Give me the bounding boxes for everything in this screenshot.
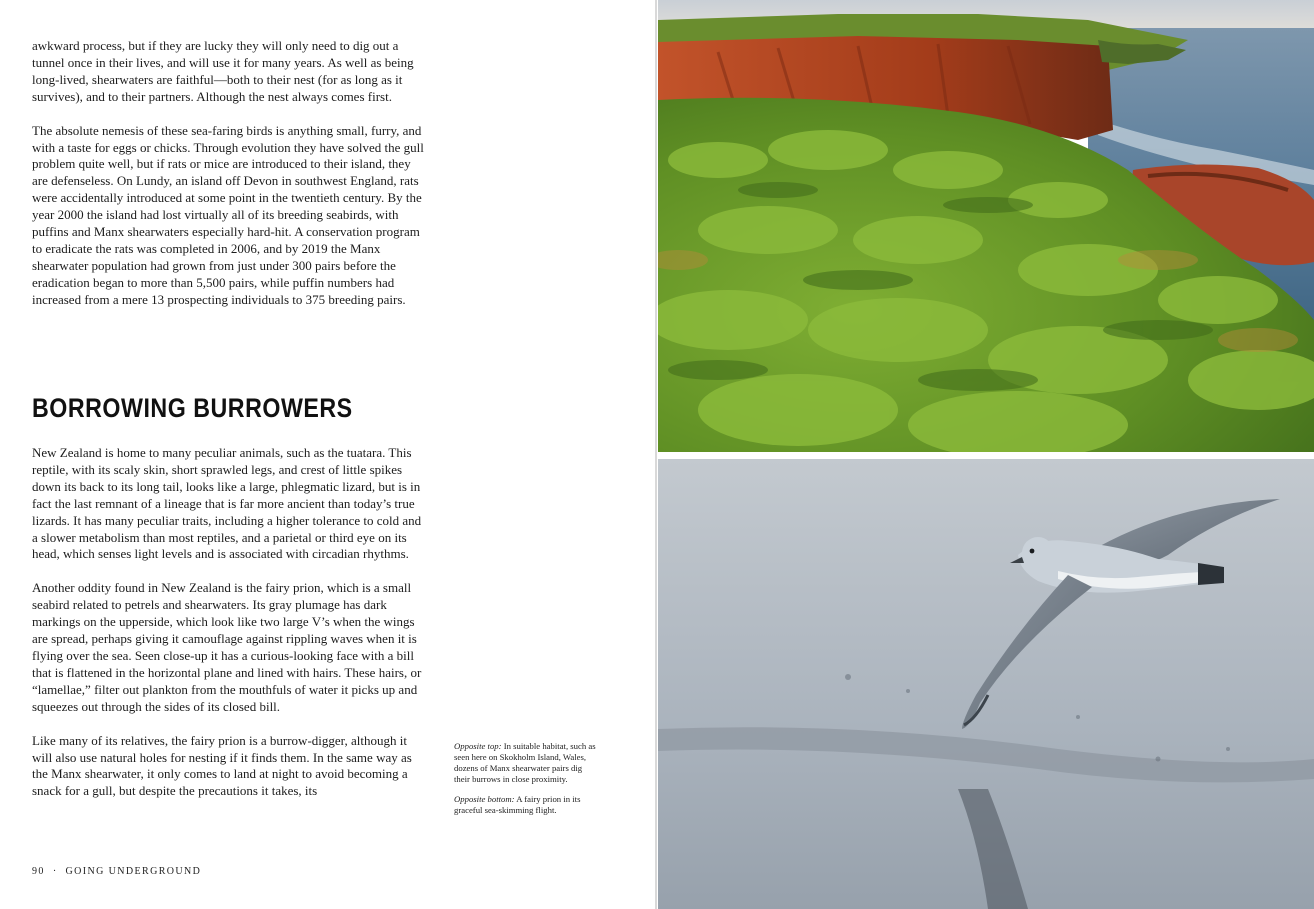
photo-fairy-prion [658,459,1314,909]
caption-lead: Opposite top: [454,741,502,751]
page-number: 90 [32,866,45,877]
paragraph: The absolute nemesis of these sea-faring birds is anything small, furry, and with a taste for eggs or chicks. Through evolution they have solved the gull problem quite well, but if rats or mice are introduced to their island, they are defenseless. On Lundy, an island off Devon in southwest England, rats were accidentally introduced at some point in the twentieth century. By the year 2000 the island had lost virtually all of its breeding seabirds, with puffins and Manx shearwaters especially hard-hit. A conservation program to eradicate the rats was completed in 2006, and by 2019 the Manx shearwater population had grown from just under 300 pairs before the eradication began to more than 5,500 pairs, while puffin numbers had increased from a mere 13 prospecting individuals to 375 breeding pairs. [32,122,424,307]
photo-divider [658,452,1314,459]
paragraph: New Zealand is home to many peculiar animals, such as the tuatara. This reptile, with its scaly skin, short sprawled legs, and crest of little spikes down its back to its long tail, looks like a large, phlegmatic lizard, but is in fact the last remnant of a lineage that is far more ancient than today’s true lizards. It has many peculiar traits, including a higher tolerance to cold and a slower metabolism than most reptiles, and a parietal or third eye on its head, which senses light levels and is associated with circadian rhythms. [32,445,422,562]
body-text-top [32,38,424,309]
caption-top [454,741,600,785]
running-footer [32,866,201,877]
footer-separator: · [52,866,58,877]
section-title: GOING UNDERGROUND [65,866,202,877]
caption-lead: Opposite bottom: [454,794,515,804]
section-heading: BORROWING BURROWERS [32,393,353,423]
fairy-prion-illustration [658,459,1314,909]
paragraph: Another oddity found in New Zealand is the fairy prion, which is a small seabird related to petrels and shearwaters. Its gray plumage has dark markings on the upperside, which look like two large V’s when the wings are spread, perhaps giving it camouflage against rippling waves when it is flying over the sea. Seen close-up it has a curious-looking face with a bill that is flattened in the horizontal plane and lined with hairs. These hairs, or “lamellae,” filter out plankton from the mouthfuls of water it picks up and squeezes out through the sides of its closed bill. [32,580,422,714]
body-text-bottom [32,445,424,800]
photo-captions [454,741,600,816]
left-page [0,0,656,909]
clifftop-landscape-illustration [658,0,1314,452]
caption-bottom [454,794,600,816]
photo-clifftop-moss [658,0,1314,452]
book-gutter [655,0,657,909]
paragraph: awkward process, but if they are lucky they will only need to dig out a tunnel once in their lives, and will use it for many years. As well as being long-lived, shearwaters are faithful—both to their nest (for as long as it survives), and to their partners. Although the nest always comes first. [32,38,414,104]
caption-text: A fairy prion in its graceful sea-skimming flight. [454,794,581,815]
caption-text: In suitable habitat, such as seen here on Skokholm Island, Wales, dozens of Manx shearwater pairs dig their burrows in close proximity. [454,741,596,784]
paragraph: Like many of its relatives, the fairy prion is a burrow-digger, although it will also use natural holes for nesting if it finds them. In the same way as the Manx shearwater, it only comes to land at night to avoid becoming a snack for a gull, but despite the precautions it takes, its [32,732,412,799]
